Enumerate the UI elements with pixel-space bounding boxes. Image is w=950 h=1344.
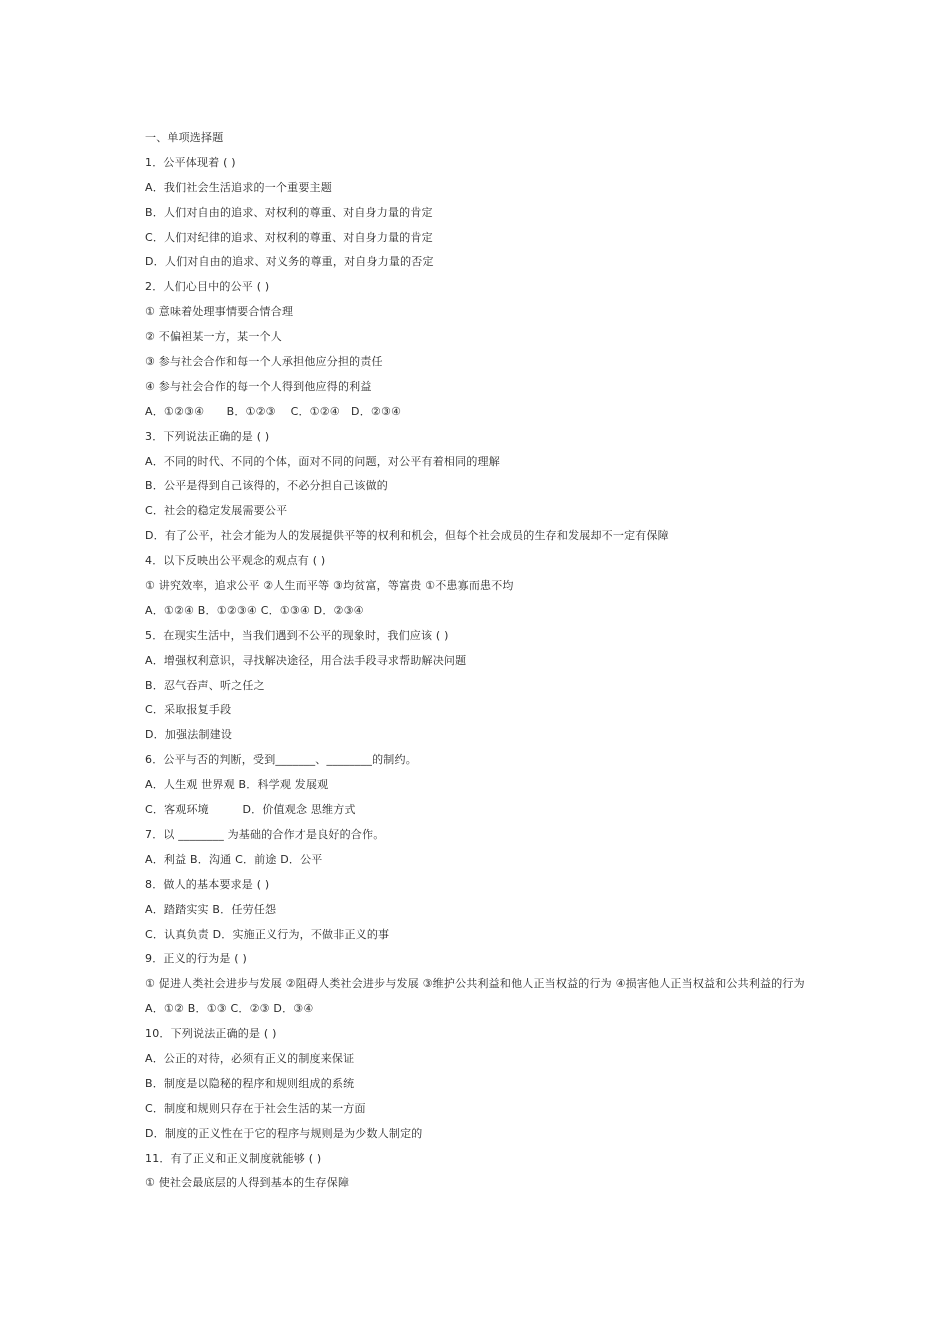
question-7: 7．以 ________ 为基础的合作才是良好的合作。 — [145, 827, 385, 841]
question-9: 9．正义的行为是 ( ) — [145, 952, 247, 966]
question-1: 1．公平体现着 ( ) — [145, 155, 236, 169]
question-6: 6．公平与否的判断，受到_______、________的制约。 — [145, 753, 417, 767]
document-page — [145, 126, 825, 1196]
question-3: 3．下列说法正确的是 ( ) — [145, 429, 270, 443]
q7-options: A．利益 B．沟通 C．前途 D．公平 — [145, 852, 323, 866]
q10-option-d: D．制度的正义性在于它的程序与规则是为少数人制定的 — [145, 1126, 423, 1140]
q5-option-c: C．采取报复手段 — [145, 703, 232, 717]
q2-options: A．①②③④ B．①②③ C．①②④ D．②③④ — [145, 404, 402, 418]
question-4: 4．以下反映出公平观念的观点有 ( ) — [145, 554, 326, 568]
q6-options-cd: C．客观环境 D．价值观念 思维方式 — [145, 803, 356, 817]
q4-statements: ① 讲究效率，追求公平 ②人生而平等 ③均贫富，等富贵 ①不患寡而患不均 — [145, 579, 514, 593]
q2-statement-3: ③ 参与社会合作和每一个人承担他应分担的责任 — [145, 355, 383, 369]
q2-statement-2: ② 不偏袒某一方，某一个人 — [145, 330, 282, 344]
q10-option-a: A．公正的对待，必须有正义的制度来保证 — [145, 1051, 355, 1065]
q10-option-c: C．制度和规则只存在于社会生活的某一方面 — [145, 1101, 366, 1115]
q11-statement-1: ① 使社会最底层的人得到基本的生存保障 — [145, 1176, 350, 1190]
q5-option-a: A．增强权利意识，寻找解决途径，用合法手段寻求帮助解决问题 — [145, 653, 467, 667]
q2-statement-4: ④ 参与社会合作的每一个人得到他应得的利益 — [145, 379, 372, 393]
question-11: 11．有了正义和正义制度就能够 ( ) — [145, 1151, 322, 1165]
q3-option-d: D．有了公平，社会才能为人的发展提供平等的权利和机会，但每个社会成员的生存和发展却不一定有保障 — [145, 529, 669, 543]
q3-option-c: C．社会的稳定发展需要公平 — [145, 504, 288, 518]
q2-statement-1: ① 意味着处理事情要合情合理 — [145, 305, 294, 319]
q5-option-b: B．忍气吞声、听之任之 — [145, 678, 265, 692]
question-5: 5．在现实生活中，当我们遇到不公平的现象时，我们应该 ( ) — [145, 628, 449, 642]
q10-option-b: B．制度是以隐秘的程序和规则组成的系统 — [145, 1076, 355, 1090]
q9-statements: ① 促进人类社会进步与发展 ②阻碍人类社会进步与发展 ③维护公共利益和他人正当权益的行为 ④损害他人正当权益和公共利益的行为 — [145, 977, 805, 991]
q1-option-c: C．人们对纪律的追求、对权利的尊重、对自身力量的肯定 — [145, 230, 433, 244]
q9-options: A．①② B．①③ C．②③ D．③④ — [145, 1002, 314, 1016]
q6-options-ab: A．人生观 世界观 B．科学观 发展观 — [145, 778, 329, 792]
section-heading: 一、单项选择题 — [145, 131, 224, 144]
q8-options-cd: C．认真负责 D．实施正义行为，不做非正义的事 — [145, 927, 390, 941]
q3-option-b: B．公平是得到自己该得的，不必分担自己该做的 — [145, 479, 388, 493]
q1-option-d: D．人们对自由的追求、对义务的尊重，对自身力量的否定 — [145, 255, 434, 269]
question-8: 8．做人的基本要求是 ( ) — [145, 877, 270, 891]
q8-options-ab: A．踏踏实实 B．任劳任怨 — [145, 902, 277, 916]
q5-option-d: D．加强法制建设 — [145, 728, 233, 742]
q4-options: A．①②④ B．①②③④ C．①③④ D．②③④ — [145, 603, 364, 617]
q3-option-a: A．不同的时代、不同的个体，面对不同的问题，对公平有着相同的理解 — [145, 454, 500, 468]
question-10: 10．下列说法正确的是 ( ) — [145, 1027, 277, 1041]
question-2: 2．人们心目中的公平 ( ) — [145, 280, 270, 294]
q1-option-b: B．人们对自由的追求、对权利的尊重、对自身力量的肯定 — [145, 205, 433, 219]
q1-option-a: A．我们社会生活追求的一个重要主题 — [145, 180, 332, 194]
